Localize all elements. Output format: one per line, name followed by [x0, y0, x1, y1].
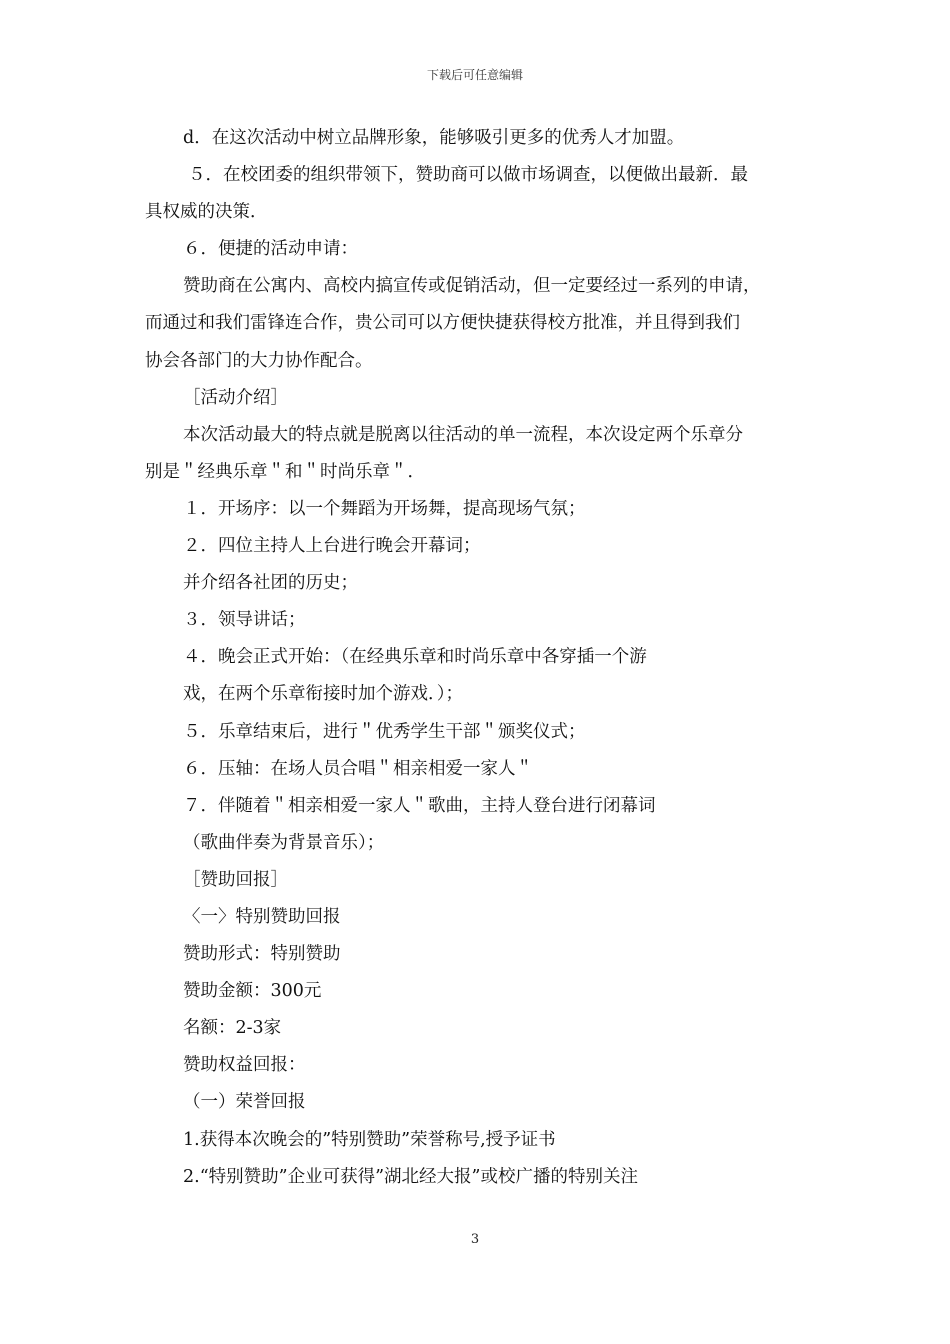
- text-line: d．在这次活动中树立品牌形象，能够吸引更多的优秀人才加盟。: [183, 128, 685, 148]
- page-header: 下载后可任意编辑: [426, 68, 523, 82]
- text-line: （一）荣誉回报: [183, 1092, 306, 1113]
- text-line: ５．乐章结束后，进行＂优秀学生干部＂颁奖仪式；: [183, 721, 586, 742]
- text-line: ４．晚会正式开始：（在经典乐章和时尚乐章中各穿插一个游: [183, 647, 647, 668]
- text-line: ６．压轴：在场人员合唱＂相亲相爱一家人＂: [183, 758, 533, 779]
- text-line: ６．便捷的活动申请：: [183, 239, 358, 260]
- text-line: 并介绍各社团的历史；: [183, 573, 358, 594]
- text-line: 赞助形式：特别赞助: [183, 944, 341, 965]
- text-line: 赞助权益回报：: [183, 1055, 306, 1076]
- text-line: （歌曲伴奏为背景音乐）；: [183, 832, 385, 853]
- text-line: 协会各部门的大力协作配合。: [145, 350, 373, 371]
- text-line: ［赞助回报］: [183, 869, 288, 890]
- document-body: [145, 120, 825, 1196]
- text-line: 别是＂经典乐章＂和＂时尚乐章＂．: [145, 461, 425, 482]
- text-line: ７．伴随着＂相亲相爱一家人＂歌曲，主持人登台进行闭幕词: [183, 795, 656, 816]
- text-line: 本次活动最大的特点就是脱离以往活动的单一流程，本次设定两个乐章分: [183, 424, 743, 445]
- text-line: １．开场序：以一个舞蹈为开场舞，提高现场气氛；: [183, 498, 586, 519]
- text-line: 1.获得本次晚会的”特别赞助”荣誉称号,授予证书: [183, 1129, 556, 1150]
- text-line: 而通过和我们雷锋连合作，贵公司可以方便快捷获得校方批准，并且得到我们: [145, 313, 740, 334]
- text-line: 2.“特别赞助”企业可获得”湖北经大报”或校广播的特别关注: [183, 1166, 638, 1187]
- text-line: 〈一〉特别赞助回报: [183, 906, 341, 927]
- text-line: 名额：2-3家: [183, 1018, 282, 1039]
- text-line: ２．四位主持人上台进行晚会开幕词；: [183, 536, 481, 557]
- page-number: 3: [470, 1232, 480, 1247]
- text-line: ５．在校团委的组织带领下，赞助商可以做市场调查，以便做出最新．最: [188, 165, 748, 186]
- text-line: 戏，在两个乐章衔接时加个游戏．）；: [183, 684, 463, 705]
- text-line: 赞助金额：300元: [183, 981, 322, 1002]
- text-line: 具权威的决策．: [145, 202, 268, 223]
- text-line: 赞助商在公寓内、高校内搞宣传或促销活动，但一定要经过一系列的申请，: [183, 276, 761, 297]
- text-line: ３．领导讲话；: [183, 610, 306, 631]
- text-line: ［活动介绍］: [183, 387, 288, 408]
